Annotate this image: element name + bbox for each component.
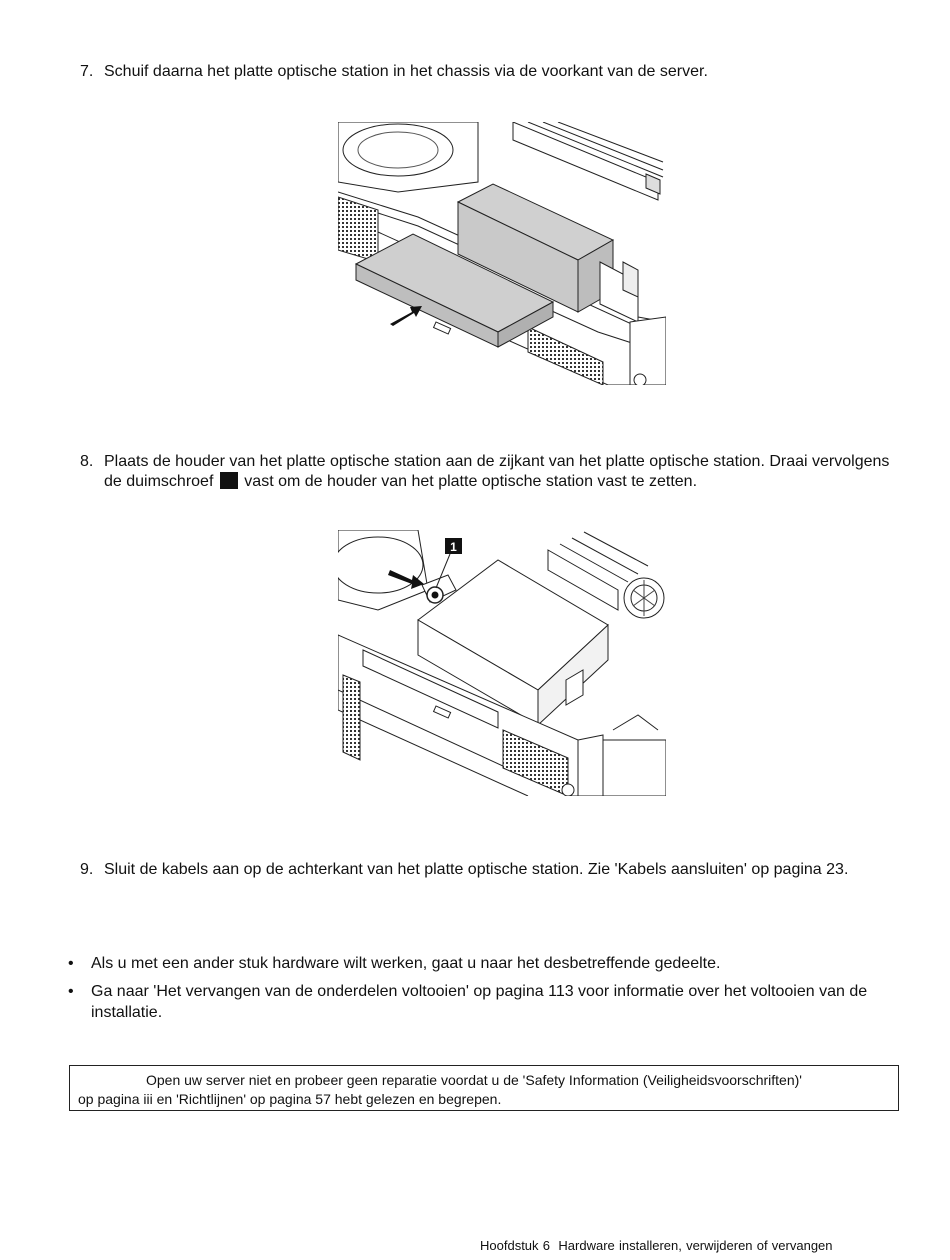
- safety-note: [69, 1065, 899, 1111]
- bullet-icon: •: [68, 955, 74, 972]
- step-8: [80, 452, 910, 492]
- step-number: 9.: [80, 861, 94, 878]
- step-text-before: Plaats de houder van het platte optische station aan de zijkant van het platte optische station. Draai vervolgens de duimschroef: [104, 453, 890, 490]
- safety-note-line-1: Open uw server niet en probeer geen reparatie voordat u de 'Safety Information (Veiligheidsvoorschriften)': [146, 1072, 802, 1088]
- step-9: [80, 860, 910, 880]
- footer-chapter: Hoofdstuk 6: [480, 1238, 550, 1253]
- bullet-text: Ga naar 'Het vervangen van de onderdelen voltooien' op pagina 113 voor informatie over het voltooien van de installatie.: [91, 983, 868, 1021]
- figure-optical-drive-insert: [338, 122, 666, 385]
- figure-bracket-install: [338, 530, 666, 796]
- bullet-icon: •: [68, 983, 74, 1000]
- bullet-item-other-hardware: [68, 953, 898, 974]
- optical-drive-insert-illustration: [338, 122, 666, 385]
- bullet-text: Als u met een ander stuk hardware wilt werken, gaat u naar het desbetreffende gedeelte.: [91, 955, 721, 972]
- step-text: [104, 452, 910, 492]
- step-7: [80, 62, 910, 82]
- step-number: 7.: [80, 63, 94, 80]
- callout-1-icon: [220, 472, 238, 489]
- step-text: Schuif daarna het platte optische station in het chassis via de voorkant van de server.: [104, 63, 708, 80]
- callout-1-label: 1: [450, 540, 457, 554]
- page-footer: [480, 1238, 833, 1253]
- step-text-after: vast om de houder van het platte optische station vast te zetten.: [244, 473, 698, 490]
- step-text: Sluit de kabels aan op de achterkant van het platte optische station. Zie 'Kabels aansluiten' op pagina 23.: [104, 861, 849, 878]
- step-number: 8.: [80, 453, 94, 470]
- safety-note-line-2: op pagina iii en 'Richtlijnen' op pagina 57 hebt gelezen en begrepen.: [78, 1091, 502, 1107]
- footer-title: Hardware installeren, verwijderen of vervangen: [558, 1238, 833, 1253]
- bracket-install-illustration: [338, 530, 666, 796]
- bullet-item-complete-replacement: [68, 981, 898, 1023]
